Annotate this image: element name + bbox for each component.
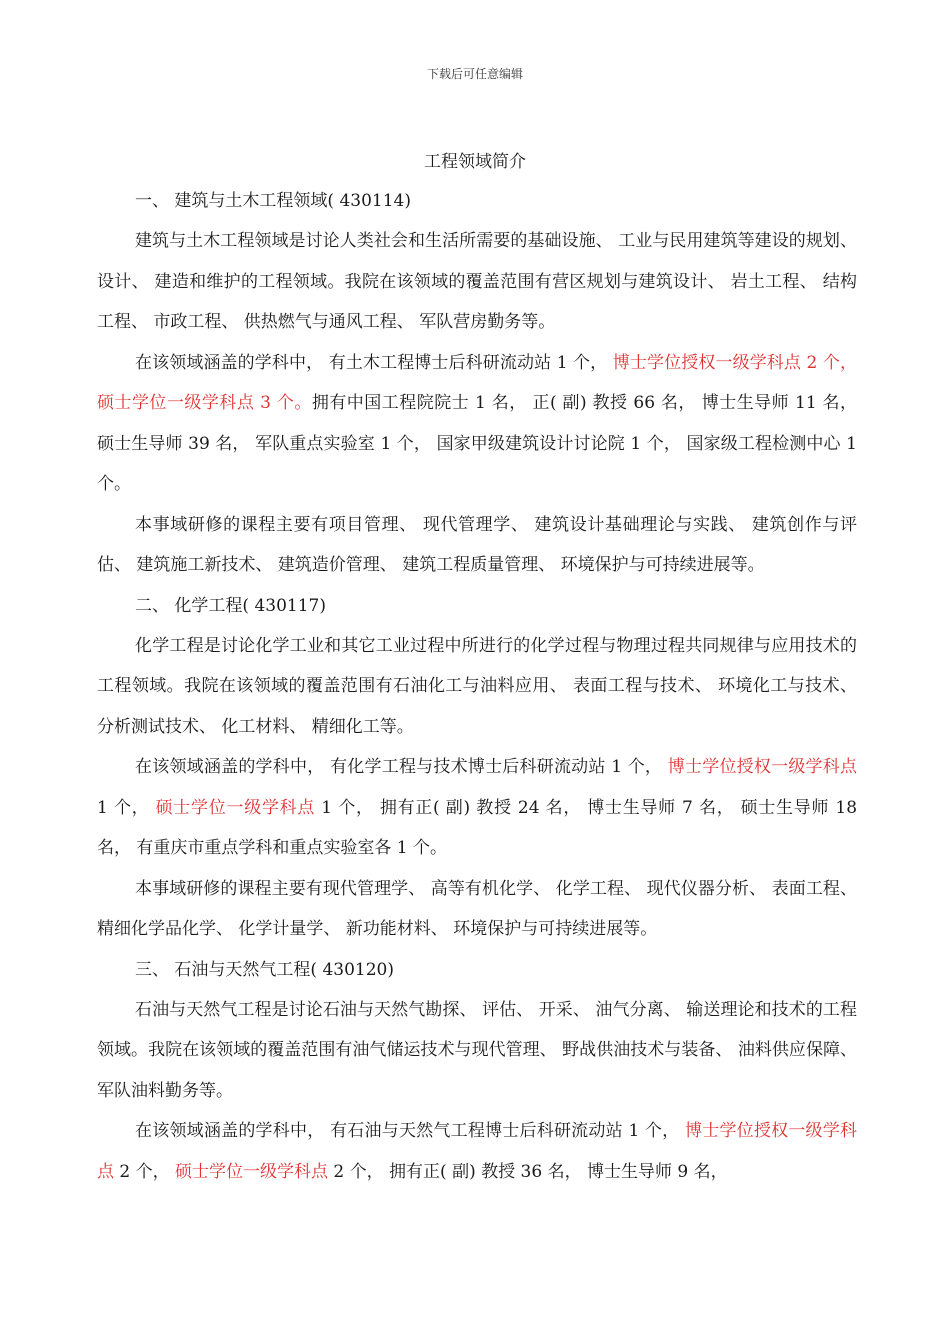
section-1-paragraph-2 xyxy=(97,343,857,505)
section-1-p2-highlight: 博士学位授权一级学科点 2 个， 硕士学位一级学科点 3 个。 xyxy=(97,352,857,413)
section-heading-1: 一、 建筑与土木工程领域( 430114) xyxy=(135,191,411,211)
section-3-p2-text-a: 在该领域涵盖的学科中， 有石油与天然气工程博士后科研流动站 1 个， xyxy=(135,1121,685,1141)
section-3-p2-text-e: 2 个， 拥有正( 副) 教授 36 名， 博士生导师 9 名， xyxy=(328,1161,728,1182)
section-heading-2: 二、 化学工程( 430117) xyxy=(135,595,326,616)
section-1-p2-text-c: 拥有中国工程院院士 1 名， 正( 副) 教授 66 名， 博士生导师 11 名， 硕士生导师 39 名， 军队重点实验室 1 个， 国家甲级建筑设计讨论院 1 个， 国家级工程检测中心 1 个。 xyxy=(97,393,857,494)
section-3-paragraph-2 xyxy=(97,1111,857,1192)
section-2-paragraph-2 xyxy=(97,747,857,869)
section-3-p2-highlight-master: 硕士学位一级学科点 xyxy=(175,1161,329,1182)
document-title: 工程领域简介 xyxy=(424,152,526,172)
section-heading-3: 三、 石油与天然气工程( 430120) xyxy=(135,959,394,980)
section-1-paragraph-3: 本事域研修的课程主要有项目管理、 现代管理学、 建筑设计基础理论与实践、 建筑创作与评估、 建筑施工新技术、 建筑造价管理、 建筑工程质量管理、 环境保护与可持续进展等。 xyxy=(97,514,857,575)
section-2-p2-text-e: 1 个， 拥有正( 副) 教授 24 名， 博士生导师 7 名， 硕士生导师 18 名， 有重庆市重点学科和重点实验室各 1 个。 xyxy=(97,797,858,858)
document-body xyxy=(97,181,857,1192)
section-3-p2-text-c: 2 个， xyxy=(114,1161,176,1182)
section-2-p2-highlight-master: 硕士学位一级学科点 xyxy=(155,797,316,818)
section-2-paragraph-1: 化学工程是讨论化学工业和其它工业过程中所进行的化学过程与物理过程共同规律与应用技术的工程领域。我院在该领域的覆盖范围有石油化工与油料应用、 表面工程与技术、 环境化工与技术、 分析测试技术、 化工材料、 精细化工等。 xyxy=(97,635,857,737)
section-3-paragraph-1: 石油与天然气工程是讨论石油与天然气勘探、 评估、 开采、 油气分离、 输送理论和技术的工程领域。我院在该领域的覆盖范围有油气储运技术与现代管理、 野战供油技术与装备、 油料供应保障、 军队油料勤务等。 xyxy=(97,999,857,1101)
page-header-note: 下载后可任意编辑 xyxy=(426,67,523,81)
section-1-paragraph-1: 建筑与土木工程领域是讨论人类社会和生活所需要的基础设施、 工业与民用建筑等建设的规划、 设计、 建造和维护的工程领域。我院在该领域的覆盖范围有营区规划与建筑设计、 岩土工程、 结构工程、 市政工程、 供热燃气与通风工程、 军队营房勤务等。 xyxy=(97,231,857,332)
section-3-p2-highlight-doctoral: 博士学位授权一级学科点 xyxy=(97,1121,858,1182)
section-2-p2-text-c: 1 个， xyxy=(97,797,156,818)
section-2-p2-highlight-doctoral: 博士学位授权一级学科点 xyxy=(667,757,858,777)
section-1-p2-text-a: 在该领域涵盖的学科中， 有土木工程博士后科研流动站 1 个， xyxy=(135,352,613,373)
section-2-paragraph-3: 本事域研修的课程主要有现代管理学、 高等有机化学、 化学工程、 现代仪器分析、 表面工程、 精细化学品化学、 化学计量学、 新功能材料、 环境保护与可持续进展等。 xyxy=(97,878,857,939)
section-2-p2-text-a: 在该领域涵盖的学科中， 有化学工程与技术博士后科研流动站 1 个， xyxy=(135,757,668,777)
